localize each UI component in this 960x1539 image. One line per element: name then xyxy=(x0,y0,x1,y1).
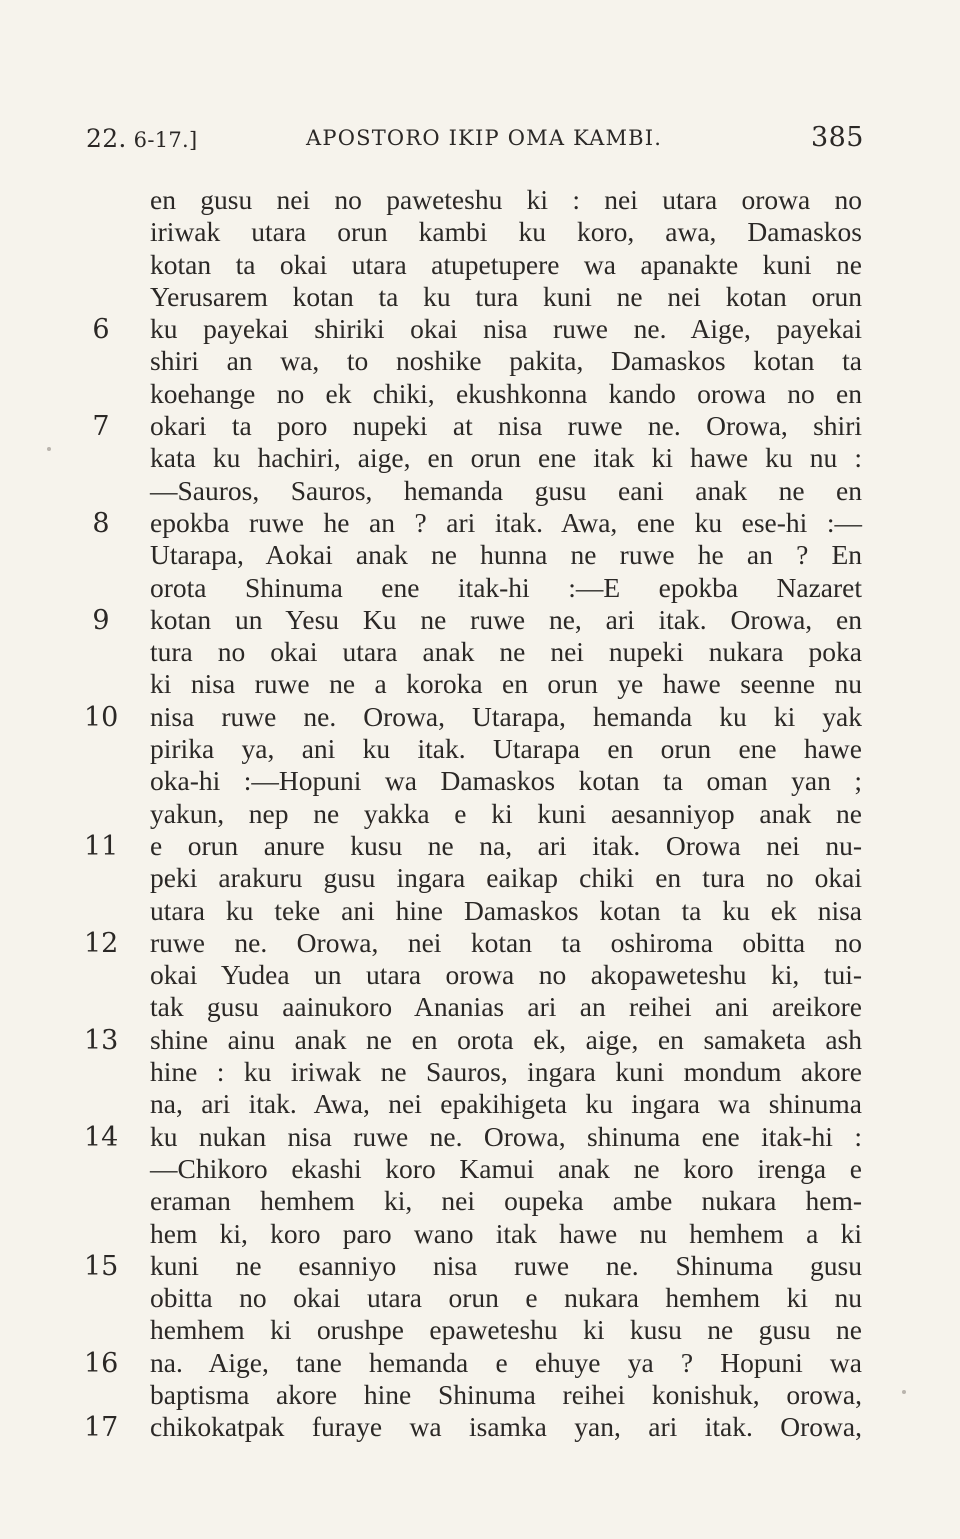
text-line xyxy=(0,1379,960,1411)
text-line xyxy=(0,410,960,442)
text-line xyxy=(0,345,960,377)
line-text: —Chikoro ekashi koro Kamui anak ne koro irenga e xyxy=(150,1152,862,1184)
line-text: Utarapa, Aokai anak ne hunna ne ruwe he an ? En xyxy=(150,539,862,571)
text-line xyxy=(0,604,960,636)
line-text: na, ari itak. Awa, nei epakihigeta ku ingara wa shinuma xyxy=(150,1088,862,1120)
line-text: hemhem ki orushpe epaweteshu ki kusu ne gusu ne xyxy=(150,1314,862,1346)
line-text: Yerusarem kotan ta ku tura kuni ne nei kotan orun xyxy=(150,280,862,312)
text-line xyxy=(0,1153,960,1185)
text-line xyxy=(0,1411,960,1443)
line-text: obitta no okai utara orun e nukara hemhem ki nu xyxy=(150,1282,862,1314)
text-line xyxy=(0,1185,960,1217)
line-text: nisa ruwe ne. Orowa, Utarapa, hemanda ku ki yak xyxy=(150,700,862,732)
verse-number: 17 xyxy=(84,1412,119,1444)
line-text: pirika ya, ani ku itak. Utarapa en orun ene hawe xyxy=(150,733,862,765)
chapter-verse-reference xyxy=(86,124,198,153)
text-line xyxy=(0,281,960,313)
line-text: ki nisa ruwe ne a koroka en orun ye hawe seenne nu xyxy=(150,668,862,700)
text-line xyxy=(0,539,960,571)
verse-number: 7 xyxy=(92,411,110,443)
line-text: oka-hi :—Hopuni wa Damaskos kotan ta oman yan ; xyxy=(150,765,862,797)
paper-speck xyxy=(902,1390,906,1394)
line-text: kotan un Yesu Ku ne ruwe ne, ari itak. Orowa, en xyxy=(150,603,862,635)
line-text: baptisma akore hine Shinuma reihei konishuk, orowa, xyxy=(150,1378,862,1410)
chapter-number: 22. xyxy=(86,124,127,153)
verse-number: 13 xyxy=(84,1024,119,1056)
text-line xyxy=(0,991,960,1023)
verse-number: 11 xyxy=(84,830,119,862)
text-line xyxy=(0,475,960,507)
page-number: 385 xyxy=(810,122,864,153)
text-line xyxy=(0,798,960,830)
text-line xyxy=(0,249,960,281)
line-text: shiri an wa, to noshike pakita, Damaskos kotan ta xyxy=(150,345,862,377)
text-line xyxy=(0,184,960,216)
text-line xyxy=(0,1314,960,1346)
line-text: utara ku teke ani hine Damaskos kotan ta ku ek nisa xyxy=(150,894,862,926)
line-text: kata ku hachiri, aige, en orun ene itak ki hawe ku nu : xyxy=(150,442,862,474)
text-line xyxy=(0,378,960,410)
text-line xyxy=(0,216,960,248)
verse-number: 8 xyxy=(92,507,110,539)
line-text: eraman hemhem ki, nei oupeka ambe nukara hem- xyxy=(150,1185,862,1217)
text-line xyxy=(0,442,960,474)
line-text: kotan ta okai utara atupetupere wa apanakte kuni ne xyxy=(150,248,862,280)
line-text: e orun anure kusu ne na, ari itak. Orowa nei nu- xyxy=(150,829,862,861)
text-line xyxy=(0,862,960,894)
verse-number: 15 xyxy=(84,1250,119,1282)
text-line xyxy=(0,1218,960,1250)
line-text: en gusu nei no paweteshu ki : nei utara orowa no xyxy=(150,184,862,215)
line-text: ruwe ne. Orowa, nei kotan ta oshiroma obitta no xyxy=(150,926,862,958)
line-text: hine : ku iriwak ne Sauros, ingara kuni mondum akore xyxy=(150,1056,862,1088)
text-line xyxy=(0,895,960,927)
line-text: tura no okai utara anak ne nei nupeki nukara poka xyxy=(150,636,862,668)
line-text: shine ainu anak ne en orota ek, aige, en samaketa ash xyxy=(150,1023,862,1055)
text-line xyxy=(0,959,960,991)
line-text: koehange no ek chiki, ekushkonna kando orowa no en xyxy=(150,377,862,409)
text-line xyxy=(0,733,960,765)
text-line xyxy=(0,1056,960,1088)
text-line xyxy=(0,313,960,345)
text-line xyxy=(0,1250,960,1282)
text-line xyxy=(0,507,960,539)
verse-number: 10 xyxy=(84,701,119,733)
text-line xyxy=(0,636,960,668)
line-text: okari ta poro nupeki at nisa ruwe ne. Orowa, shiri xyxy=(150,410,862,442)
line-text: —Sauros, Sauros, hemanda gusu eani anak ne en xyxy=(150,474,862,506)
text-line xyxy=(0,1282,960,1314)
text-line xyxy=(0,701,960,733)
text-line xyxy=(0,1121,960,1153)
line-text: ku payekai shiriki okai nisa ruwe ne. Aige, payekai xyxy=(150,313,862,345)
text-line xyxy=(0,765,960,797)
paper-speck xyxy=(47,447,51,451)
verse-number: 12 xyxy=(84,927,119,959)
body-text xyxy=(0,184,960,1444)
verse-range: 6-17.] xyxy=(133,128,198,152)
line-text: okai Yudea un utara orowa no akopaweteshu ki, tui- xyxy=(150,959,862,991)
verse-number: 9 xyxy=(92,604,110,636)
text-line xyxy=(0,1024,960,1056)
line-text: tak gusu aainukoro Ananias ari an reihei ani areikore xyxy=(150,991,862,1023)
verse-number: 16 xyxy=(84,1347,119,1379)
line-text: chikokatpak furaye wa isamka yan, ari itak. Orowa, xyxy=(150,1411,862,1443)
text-line xyxy=(0,830,960,862)
running-title: APOSTORO IKIP OMA KAMBI. xyxy=(306,126,663,150)
running-head xyxy=(0,118,960,162)
verse-number: 6 xyxy=(92,314,110,346)
text-line xyxy=(0,572,960,604)
line-text: ku nukan nisa ruwe ne. Orowa, shinuma ene itak-hi : xyxy=(150,1120,862,1152)
line-text: yakun, nep ne yakka e ki kuni aesanniyop anak ne xyxy=(150,797,862,829)
line-text: epokba ruwe he an ? ari itak. Awa, ene ku ese-hi :— xyxy=(150,506,862,538)
line-text: na. Aige, tane hemanda e ehuye ya ? Hopuni wa xyxy=(150,1346,862,1378)
verse-number: 14 xyxy=(84,1121,119,1153)
line-text: hem ki, koro paro wano itak hawe nu hemhem a ki xyxy=(150,1217,862,1249)
line-text: peki arakuru gusu ingara eaikap chiki en tura no okai xyxy=(150,862,862,894)
line-text: kuni ne esanniyo nisa ruwe ne. Shinuma gusu xyxy=(150,1249,862,1281)
line-text: orota Shinuma ene itak-hi :—E epokba Nazaret xyxy=(150,571,862,603)
text-line xyxy=(0,927,960,959)
text-line xyxy=(0,668,960,700)
text-line xyxy=(0,1347,960,1379)
text-line xyxy=(0,1088,960,1120)
line-text: iriwak utara orun kambi ku koro, awa, Damaskos xyxy=(150,216,862,248)
